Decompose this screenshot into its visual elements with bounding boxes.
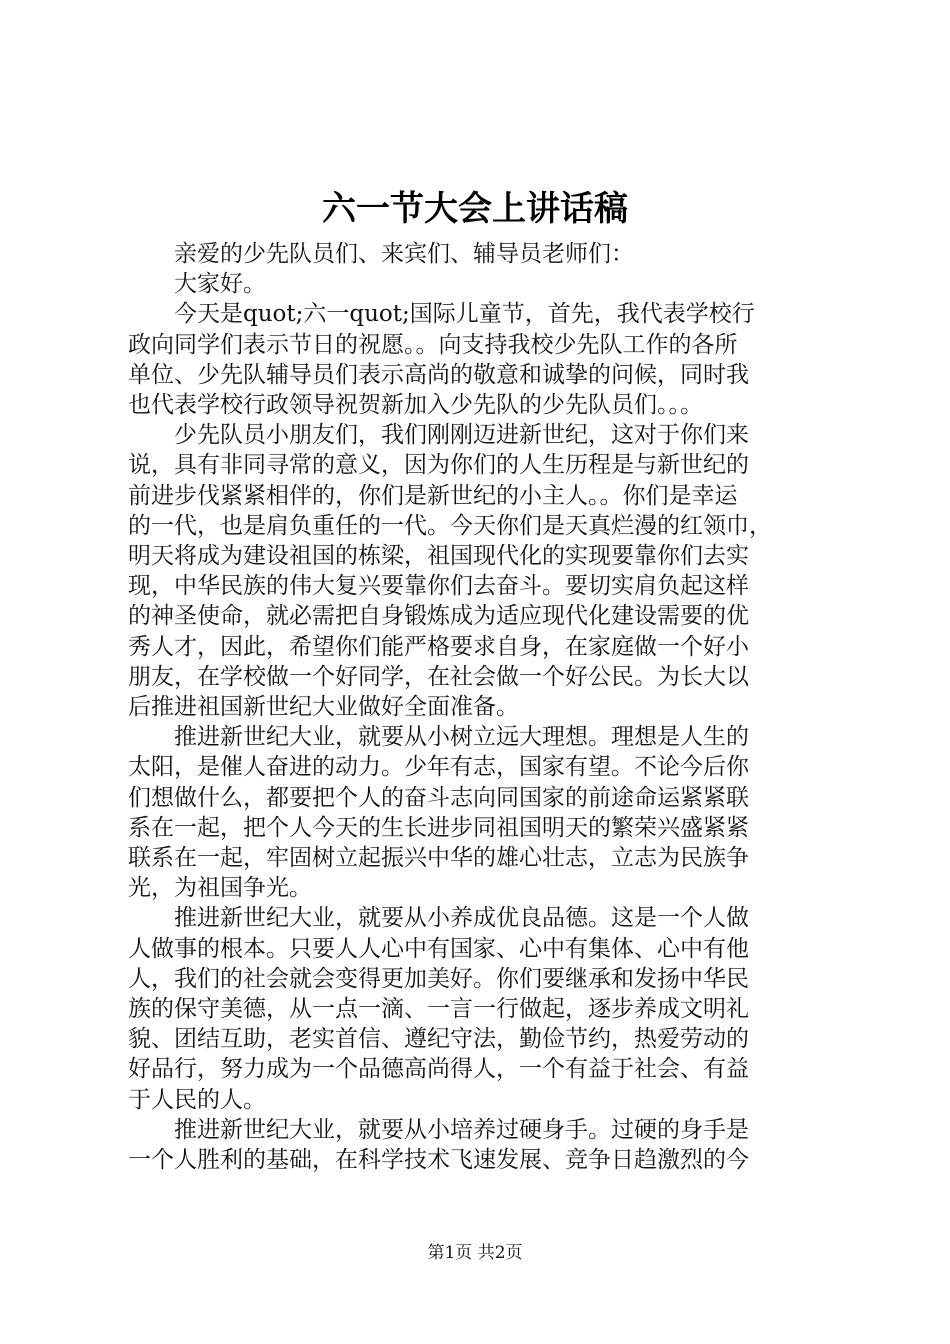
text-line: 于人民的人。 [128,1086,266,1113]
text-line: 朋友，在学校做一个好同学，在社会做一个好公民。为长大以 [128,663,749,690]
text-line: 族的保守美德，从一点一滴、一言一行做起，逐步养成文明礼 [128,996,749,1022]
text-line: 联系在一起，牢固树立起振兴中华的雄心壮志，立志为民族争 [128,845,749,871]
text-line: 秀人才，因此，希望你们能严格要求自身，在家庭做一个好小 [128,633,749,660]
text-line: 今天是quot;六一quot;国际儿童节，首先，我代表学校行 [128,301,755,328]
text-line: 貌、团结互助，老实首信、遵纪守法，勤俭节约，热爱劳动的 [128,1026,749,1053]
text-line: 推进新世纪大业，就要从小培养过硬身手。过硬的身手是 [128,1116,749,1143]
text-line: 少先队员小朋友们，我们刚刚迈进新世纪，这对于你们来 [128,422,749,449]
text-line: 好品行，努力成为一个品德高尚得人，一个有益于社会、有益 [128,1056,749,1083]
text-line: 政向同学们表示节日的祝愿。。向支持我校少先队工作的各所 [128,331,738,358]
text-line: 现，中华民族的伟大复兴要靠你们去奋斗。要切实肩负起这样 [128,573,749,600]
text-line: 明天将成为建设祖国的栋梁，祖国现代化的实现要靠你们去实 [128,543,749,569]
page-footer: 第1页 共2页 [427,1243,523,1263]
text-line: 人做事的根本。只要人人心中有国家、心中有集体、心中有他 [128,935,749,962]
text-line: 光，为祖国争光。 [128,875,312,902]
text-line: 推进新世纪大业，就要从小树立远大理想。理想是人生的 [128,724,749,751]
text-line: 的一代，也是肩负重任的一代。今天你们是天真烂漫的红领巾， [128,512,772,539]
text-line: 推进新世纪大业，就要从小养成优良品德。这是一个人做 [128,905,749,932]
text-line: 后推进祖国新世纪大业做好全面准备。 [128,694,519,720]
text-line: 一个人胜利的基础，在科学技术飞速发展、竞争日趋激烈的今 [128,1147,749,1173]
text-line: 说，具有非同寻常的意义，因为你们的人生历程是与新世纪的 [128,452,749,479]
text-line: 太阳，是催人奋进的动力。少年有志，国家有望。不论今后你 [128,754,749,781]
text-line: 系在一起，把个人今天的生长进步同祖国明天的繁荣兴盛紧紧 [128,814,749,841]
text-line: 大家好。 [128,271,266,298]
text-line: 人，我们的社会就会变得更加美好。你们要继承和发扬中华民 [128,965,749,992]
text-line: 前进步伐紧紧相伴的，你们是新世纪的小主人。。你们是幸运 [128,482,738,509]
text-line: 也代表学校行政领导祝贺新加入少先队的少先队员们。。。 [128,392,703,418]
text-line: 单位、少先队辅导员们表示高尚的敬意和诚挚的问候，同时我 [128,361,749,388]
text-line: 们想做什么，都要把个人的奋斗志向同国家的前途命运紧紧联 [128,784,749,811]
text-line: 亲爱的少先队员们、来宾们、辅导员老师们： [128,241,634,267]
document-title: 六一节大会上讲话稿 [322,189,628,229]
text-line: 的神圣使命，就必需把自身锻炼成为适应现代化建设需要的优 [128,603,749,630]
